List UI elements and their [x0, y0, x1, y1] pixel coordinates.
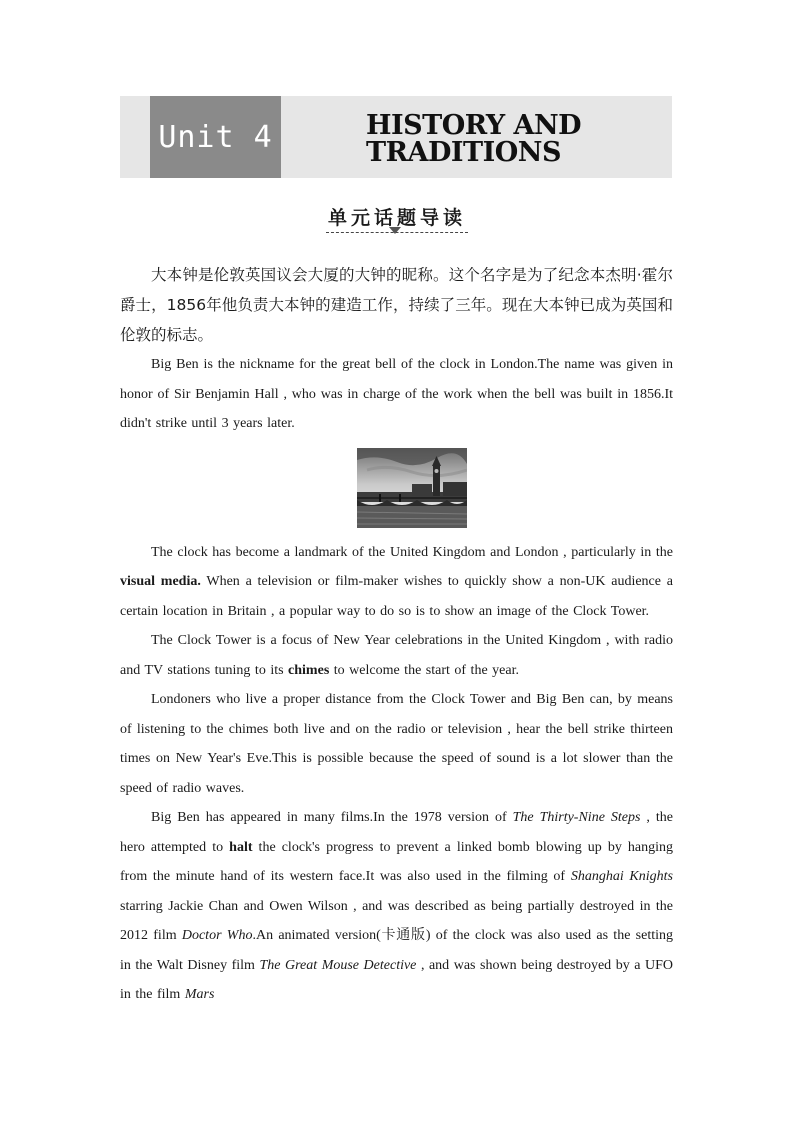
paragraph-2 — [120, 538, 673, 627]
paragraph-5-text-c: the clock's progress to prevent a linked bomb blowing up by hanging from the minute hand of its western face.It was also used in the filming of — [120, 839, 673, 884]
film-title-great-mouse-detective: The Great Mouse Detective — [259, 957, 417, 973]
big-ben-photo — [357, 448, 467, 528]
paragraph-2-text-a: The clock has become a landmark of the United Kingdom and London , particularly in the — [151, 544, 673, 560]
section-heading-text: 单元话题导读 — [326, 203, 468, 233]
unit-title-line-1: HISTORY AND — [366, 110, 582, 141]
unit-label: Unit 4 — [150, 96, 281, 178]
film-title-doctor-who: Doctor Who — [181, 928, 253, 943]
paragraph-3-text-a: The Clock Tower is a focus of New Year celebrations in the United Kingdom , with radio and TV stations tuning to its — [120, 633, 673, 678]
paragraph-3 — [120, 626, 673, 685]
unit-title-line-2: TRADITIONS — [366, 137, 561, 168]
chinese-intro-paragraph: 大本钟是伦敦英国议会大厦的大钟的昵称。这个名字是为了纪念本杰明·霍尔爵士，1856年他负责大本钟的建造工作，持续了三年。现在大本钟已成为英国和伦敦的标志。 — [120, 266, 673, 344]
paragraph-5-text-d: starring Jackie Chan and Owen Wilson , and was described as being partially destroyed in the 2012 film — [120, 898, 673, 943]
paragraph-1: Big Ben is the nickname for the great bell of the clock in London.The name was given in honor of Sir Benjamin Hall , who was in charge of the work when the bell was built in 1856.It didn't strike until 3 years later. — [120, 357, 673, 431]
paragraph-5 — [120, 803, 673, 1010]
article-body — [120, 260, 673, 1010]
keyword-halt: halt — [229, 839, 253, 855]
paragraph-5-text-f: , and was shown being destroyed by a UFO in the film — [120, 957, 673, 1002]
paragraph-4: Londoners who live a proper distance from the Clock Tower and Big Ben can, by means of listening to the chimes both live and on the radio or television , hear the bell strike thirteen times on New Year's Eve.This is possible because the speed of sound is a lot slower than the speed of radio waves. — [120, 692, 673, 796]
unit-title — [366, 112, 666, 166]
paragraph-5-text-e: .An animated version(卡通版) of the clock was also used as the setting in the Walt Disney film — [120, 928, 673, 973]
down-arrow-icon — [389, 227, 401, 234]
film-title-thirty-nine-steps: The Thirty-Nine Steps — [512, 810, 641, 825]
paragraph-5-text-b: , the hero attempted to — [120, 810, 674, 855]
film-title-shanghai-knights: Shanghai Knights — [570, 869, 673, 884]
keyword-chimes: chimes — [288, 662, 330, 678]
paragraph-3-text-b: to welcome the start of the year. — [329, 662, 519, 678]
paragraph-5-text-a: Big Ben has appeared in many films.In the 1978 version of — [151, 810, 513, 825]
keyword-visual-media: visual media. — [120, 574, 201, 589]
paragraph-2-text-b: When a television or film-maker wishes to quickly show a non-UK audience a certain location in Britain , a popular way to do so is to show an image of the Clock Tower. — [120, 574, 673, 619]
big-ben-photo-graphic — [357, 448, 467, 528]
film-title-mars: Mars — [184, 987, 215, 1002]
